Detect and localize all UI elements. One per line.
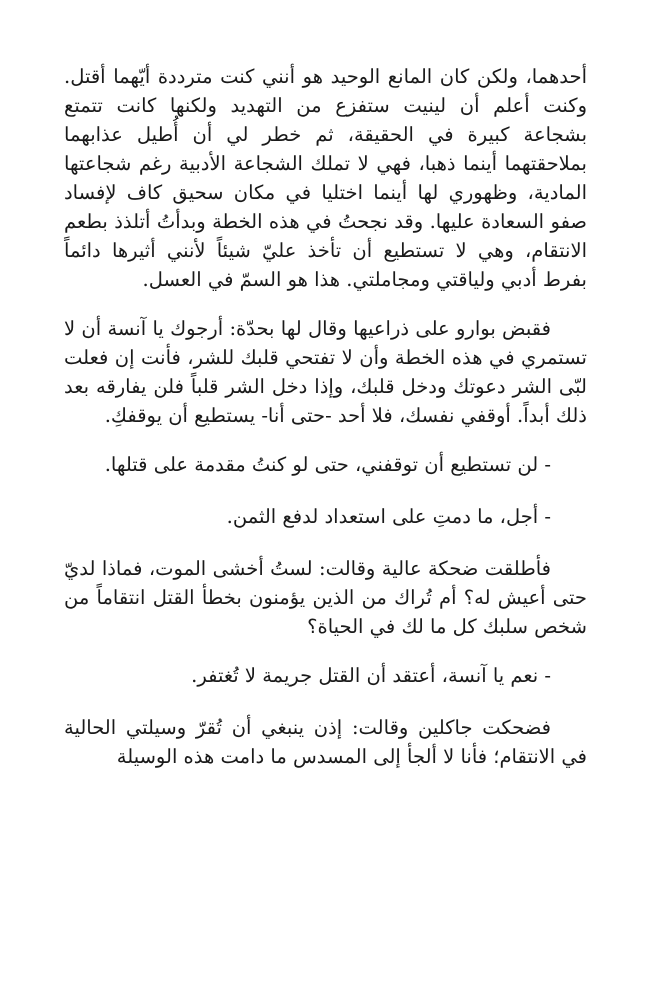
dialogue-line-2: - أجل، ما دمتِ على استعداد لدفع الثمن.: [226, 505, 551, 528]
paragraph-2: فقبض بوارو على ذراعيها وقال لها بحدّة: أرجوك يا آنسة أن لا تستمري في هذه الخطة وأن لا تفتحي قلبك للشر، فأنت إن فعلت لبّى الشر دعوتك ودخل قلبك، وإذا دخل الشر قلباً فلن يفارقه بعد ذلك أبداً. أوقفي نفسك، فلا أحد -حتى أنا- يستطيع أن يوقفكِ.: [64, 317, 587, 427]
paragraph-4: فضحكت جاكلين وقالت: إذن ينبغي أن تُقرّ وسيلتي الحالية في الانتقام؛ فأنا لا ألجأ إلى المسدس ما دامت هذه الوسيلة: [64, 716, 587, 768]
dialogue-line-1: - لن تستطيع أن توقفني، حتى لو كنتُ مقدمة على قتلها.: [104, 453, 551, 476]
dialogue-line-3: - نعم يا آنسة، أعتقد أن القتل جريمة لا تُغتفر.: [191, 664, 551, 687]
paragraph-3: فأطلقت ضحكة عالية وقالت: لستُ أخشى الموت، فماذا لديّ حتى أعيش له؟ أم تُراك من الذين يؤمنون بخطأ القتل انتقاماً من شخص سلبك كل ما لك في الحياة؟: [64, 557, 587, 638]
paragraph-1: أحدهما، ولكن كان المانع الوحيد هو أنني كنت مترددة أيّهما أقتل. وكنت أعلم أن لينيت ستفزع من التهديد ولكنها كانت تتمتع بشجاعة كبيرة في الحقيقة، ثم خطر لي أن أُطيل عذابهما بملاحقتهما أينما ذهبا، فهي لا تملك الشجاعة الأدبية رغم شجاعتها المادية، وظهوري لها أينما اختليا في مكان سحيق كاف لإفساد صفو السعادة عليها. وقد نجحتُ في هذه الخطة وبدأتُ أتلذذ بطعم الانتقام، وهي لا تستطيع أن تأخذ عليّ شيئاً لأنني أثيرها دائماً بفرط أدبي ولياقتي ومجاملتي. هذا هو السمّ في العسل.: [64, 65, 587, 291]
